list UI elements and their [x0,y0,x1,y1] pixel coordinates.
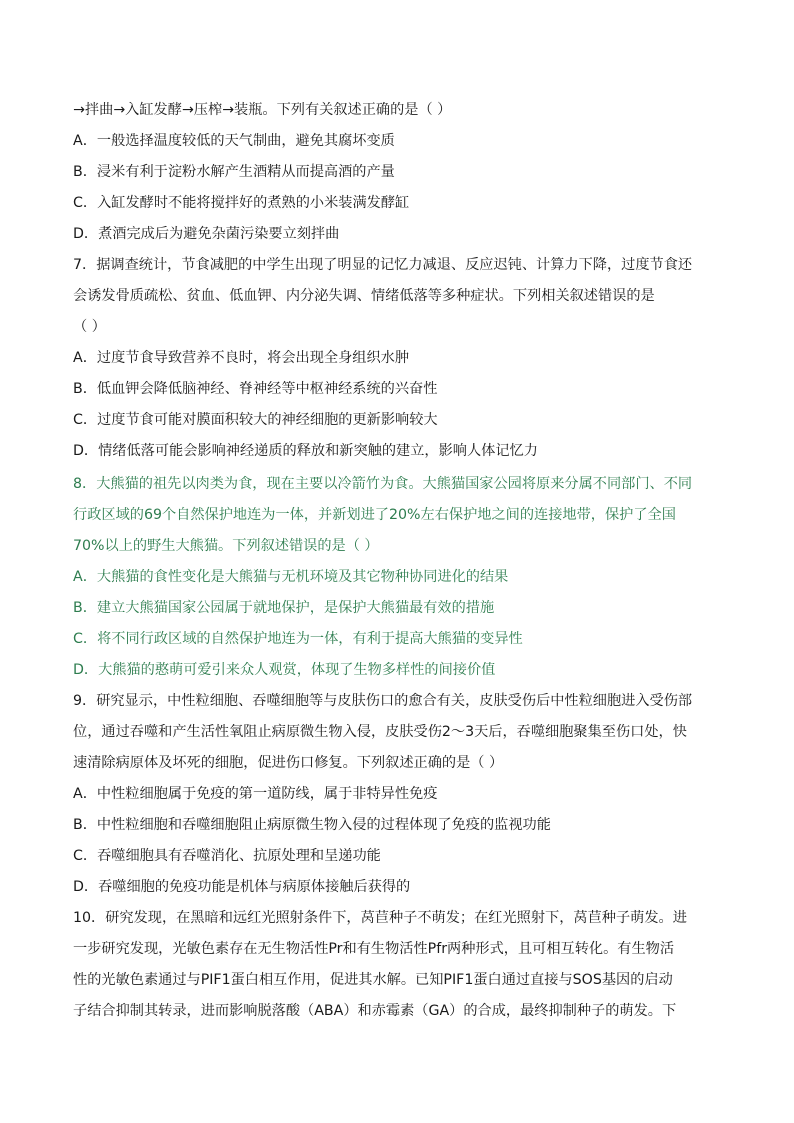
q7-stem-line: 会诱发骨质疏松、贫血、低血钾、内分泌失调、情绪低落等多种症状。下列相关叙述错误的是 [73,288,655,304]
q7-option-c: C．过度节食可能对膜面积较大的神经细胞的更新影响较大 [73,412,438,428]
q10-stem-line: 子结合抑制其转录，进而影响脱落酸（ABA）和赤霉素（GA）的合成，最终抑制种子的萌发。下 [73,1003,677,1019]
q6-option-b: B．浸米有利于淀粉水解产生酒精从而提高酒的产量 [73,164,395,180]
q9-option-d: D．吞噬细胞的免疫功能是机体与病原体接触后获得的 [73,879,411,895]
q8-option-c: C．将不同行政区域的自然保护地连为一体，有利于提高大熊猫的变异性 [73,631,523,647]
q10-stem-line: 10．研究发现，在黑暗和远红光照射条件下，莴苣种子不萌发；在红光照射下，莴苣种子萌发。进 [73,910,687,926]
q8-stem-line: 70%以上的野生大熊猫。下列叙述错误的是（ ） [73,538,379,554]
q7-option-d: D．情绪低落可能会影响神经递质的释放和新突触的建立，影响人体记忆力 [73,443,538,459]
q10-stem-line: 性的光敏色素通过与PIF1蛋白相互作用，促进其水解。已知PIF1蛋白通过直接与SOS基因的启动 [73,972,673,988]
q9-option-b: B．中性粒细胞和吞噬细胞阻止病原微生物入侵的过程体现了免疫的监视功能 [73,817,551,833]
q6-option-c: C．入缸发酵时不能将搅拌好的煮熟的小米装满发酵缸 [73,195,410,211]
q6-option-a: A．一般选择温度较低的天气制曲，避免其腐坏变质 [73,133,395,149]
q7-option-a: A．过度节食导致营养不良时，将会出现全身组织水肿 [73,350,410,366]
q6-option-d: D．煮酒完成后为避免杂菌污染要立刻拌曲 [73,226,340,242]
q9-stem-line: 速清除病原体及坏死的细胞，促进伤口修复。下列叙述正确的是（ ） [73,755,504,771]
q6-stem-line: →拌曲→入缸发酵→压榨→装瓶。下列有关叙述正确的是（ ） [73,102,452,118]
q9-stem-line: 位，通过吞噬和产生活性氧阻止病原微生物入侵，皮肤受伤2～3天后，吞噬细胞聚集至伤口处，快 [73,724,687,740]
q8-option-d: D．大熊猫的憨萌可爱引来众人观赏，体现了生物多样性的间接价值 [73,662,496,678]
q7-stem-line: 7．据调查统计，节食减肥的中学生出现了明显的记忆力减退、反应迟钝、计算力下降，过度节食还 [73,257,693,273]
q7-option-b: B．低血钾会降低脑神经、脊神经等中枢神经系统的兴奋性 [73,381,438,397]
q8-stem-line: 行政区域的69个自然保护地连为一体，并新划进了20%左右保护地之间的连接地带，保护了全国 [73,507,676,523]
q8-stem-line: 8．大熊猫的祖先以肉类为食，现在主要以冷箭竹为食。大熊猫国家公园将原来分属不同部门、不同 [73,476,693,492]
q9-stem-line: 9．研究显示，中性粒细胞、吞噬细胞等与皮肤伤口的愈合有关，皮肤受伤后中性粒细胞进入受伤部 [73,693,693,709]
q10-stem-line: 一步研究发现，光敏色素存在无生物活性Pr和有生物活性Pfr两种形式，且可相互转化。有生物活 [73,941,675,957]
q8-option-a: A．大熊猫的食性变化是大熊猫与无机环境及其它物种协同进化的结果 [73,569,509,585]
q8-option-b: B．建立大熊猫国家公园属于就地保护，是保护大熊猫最有效的措施 [73,600,495,616]
q7-answer-blank: （ ） [73,319,106,335]
q9-option-a: A．中性粒细胞属于免疫的第一道防线，属于非特异性免疫 [73,786,438,802]
q9-option-c: C．吞噬细胞具有吞噬消化、抗原处理和呈递功能 [73,848,381,864]
